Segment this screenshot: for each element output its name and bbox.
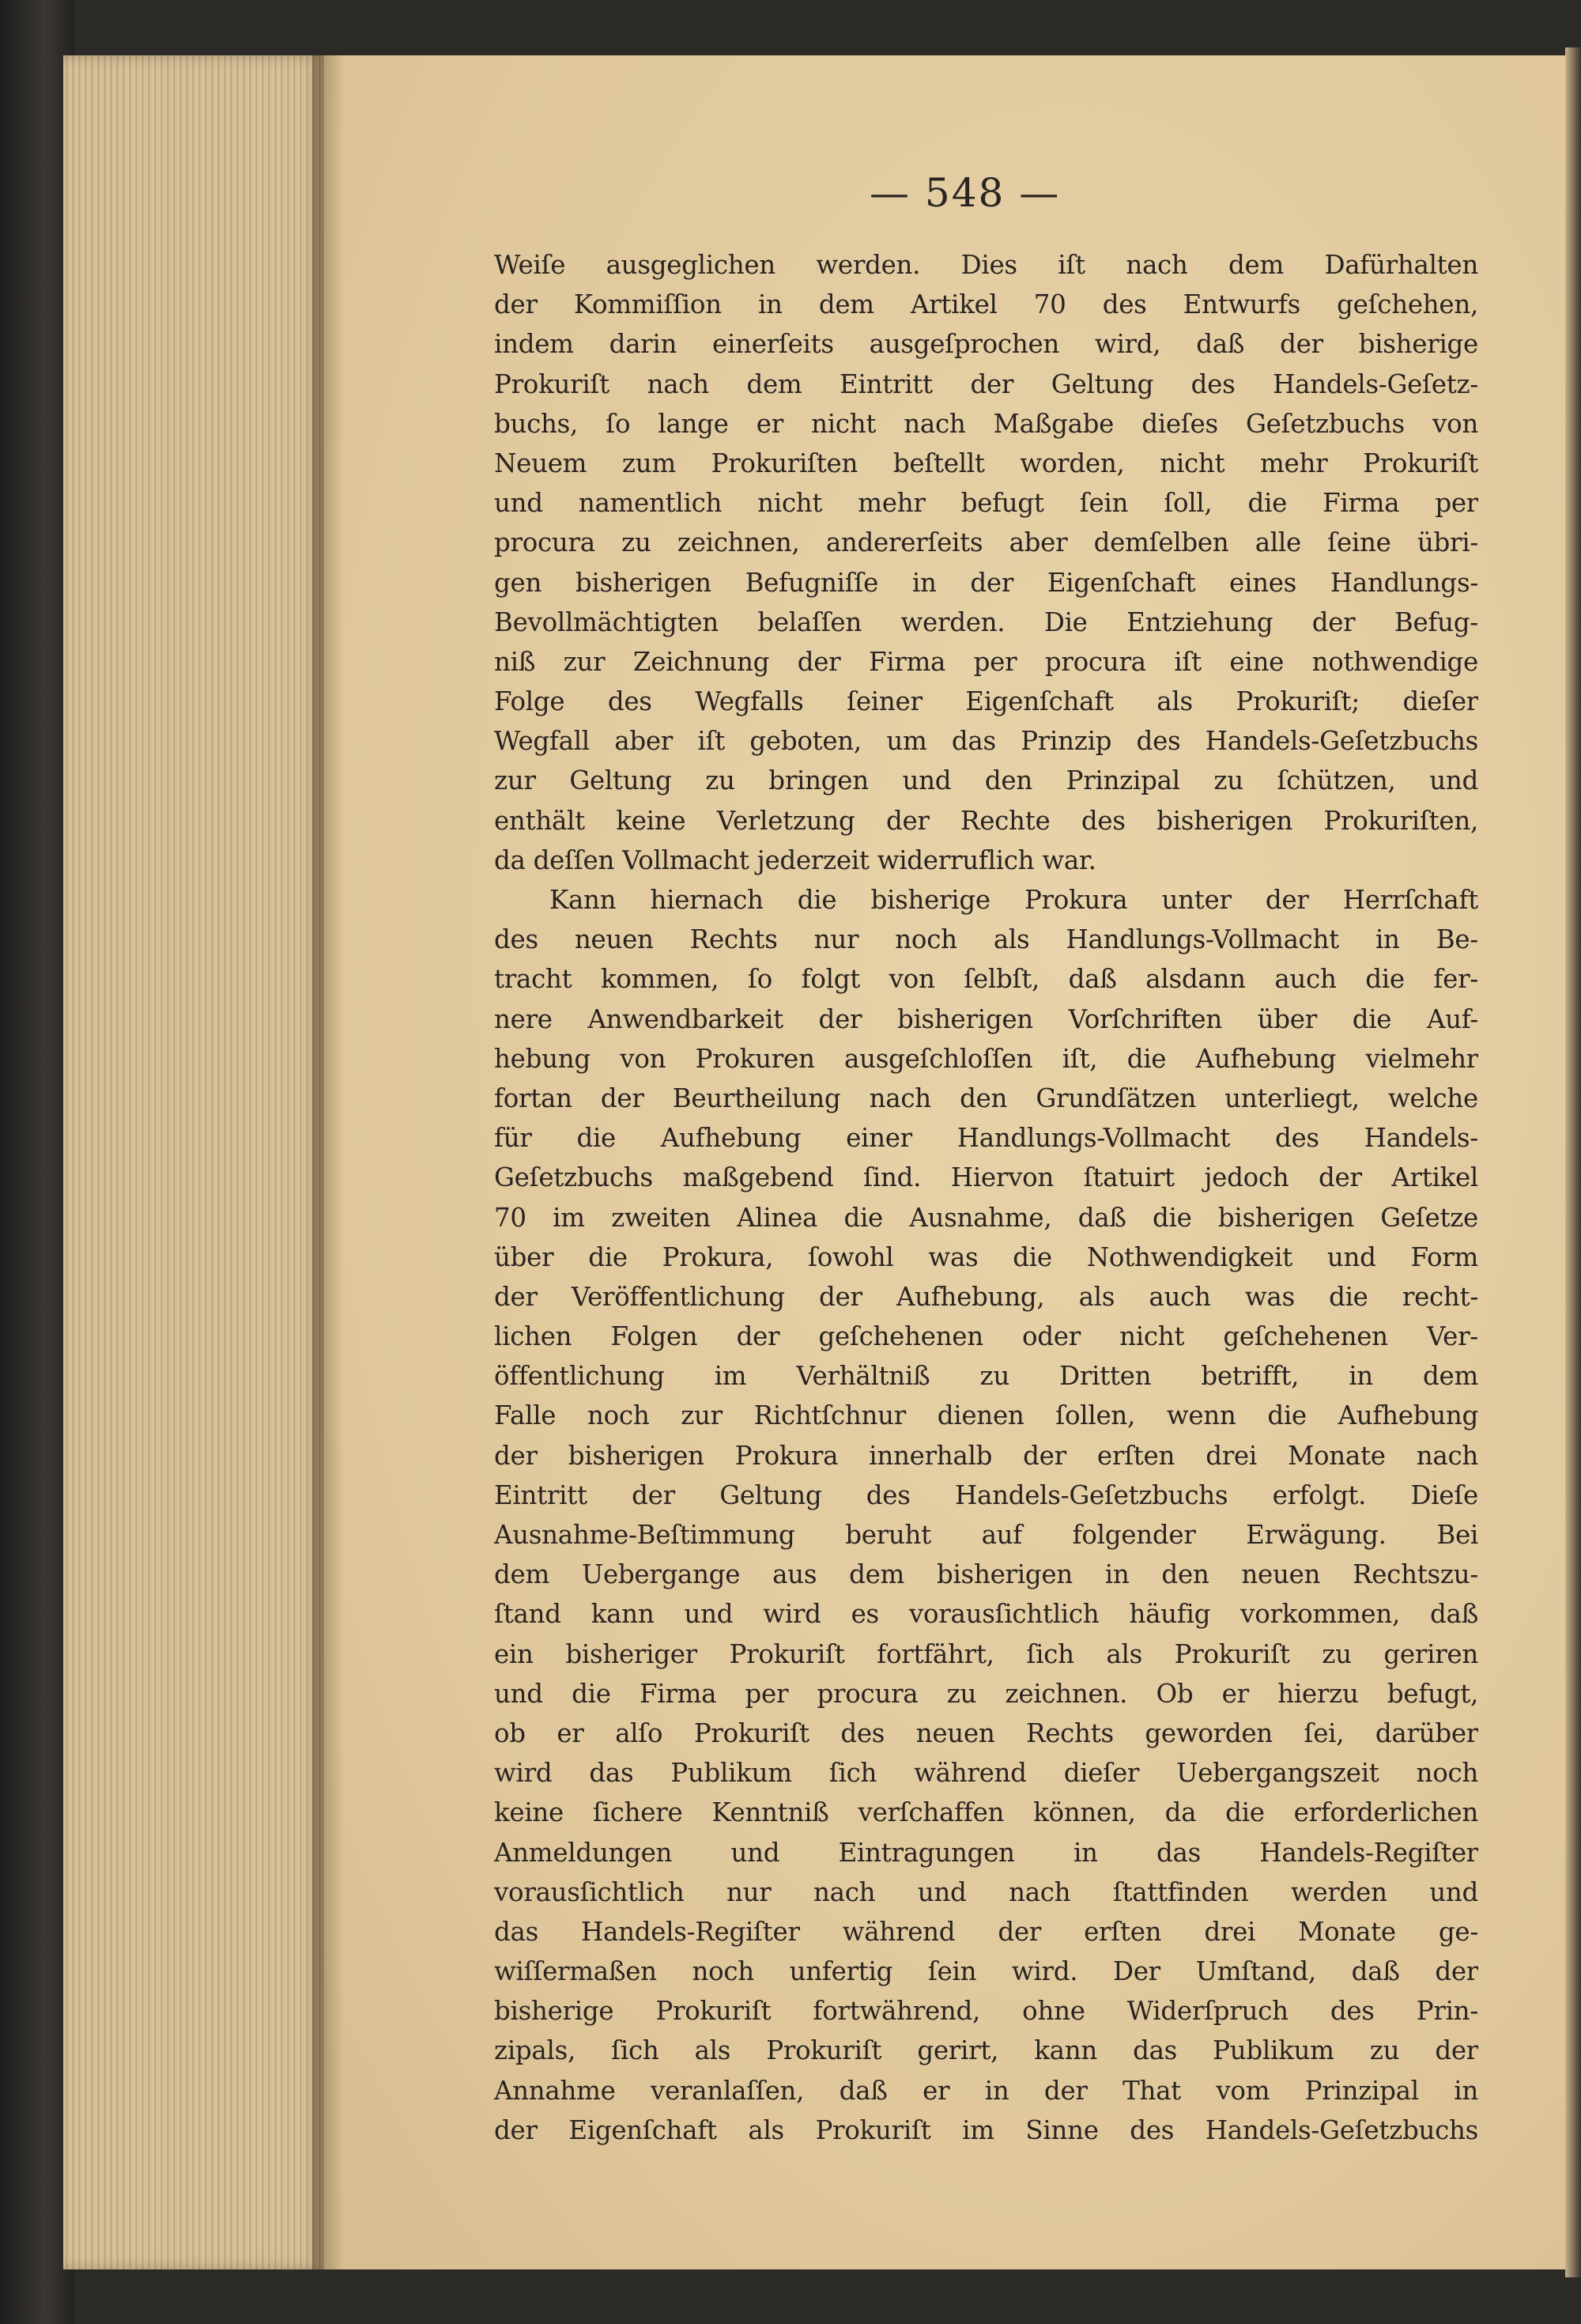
text-line: keine ſichere Kenntniß verſchaffen können, da die erforderlichen <box>494 1797 1478 1828</box>
text-line: bisherige Prokuriſt fortwährend, ohne Widerſpruch des Prin- <box>494 1996 1478 2027</box>
text-line: dem Uebergange aus dem bisherigen in den neuen Rechtszu- <box>494 1559 1478 1590</box>
text-line: hebung von Prokuren ausgeſchloſſen iſt, die Aufhebung vielmehr <box>494 1043 1478 1074</box>
text-line: nere Anwendbarkeit der bisherigen Vorſchriften über die Auf- <box>494 1003 1478 1034</box>
page-number: — 548 — <box>870 170 1061 216</box>
text-line: gen bisherigen Befugniſſe in der Eigenſchaft eines Handlungs- <box>494 567 1478 598</box>
text-line: Annahme veranlaſſen, daß er in der That vom Prinzipal in <box>494 2075 1478 2106</box>
text-line: buchs, ſo lange er nicht nach Maßgabe dieſes Geſetzbuchs von <box>494 408 1478 439</box>
text-line: ſtand kann und wird es vorausſichtlich häufig vorkommen, daß <box>494 1599 1478 1630</box>
text-line: des neuen Rechts nur noch als Handlungs-Vollmacht in Be- <box>494 924 1478 955</box>
text-line: das Handels-Regiſter während der erſten drei Monate ge- <box>494 1916 1478 1947</box>
text-line: Eintritt der Geltung des Handels-Geſetzbuchs erfolgt. Dieſe <box>494 1479 1478 1510</box>
text-line: der Eigenſchaft als Prokuriſt im Sinne des Handels-Geſetzbuchs <box>494 2114 1478 2145</box>
text-line: wiſſermaßen noch unfertig ſein wird. Der Umſtand, daß der <box>494 1956 1478 1987</box>
text-line: fortan der Beurtheilung nach den Grundſätzen unterliegt, welche <box>494 1083 1478 1113</box>
text-line: und die Firma per procura zu zeichnen. Ob er hierzu befugt, <box>494 1678 1478 1709</box>
text-line: Wegfall aber iſt geboten, um das Prinzip des Handels-Geſetzbuchs <box>494 726 1478 757</box>
text-line: für die Aufhebung einer Handlungs-Vollmacht des Handels- <box>494 1123 1478 1154</box>
text-line: der Kommiſſion in dem Artikel 70 des Entwurfs geſchehen, <box>494 289 1478 320</box>
text-line: und namentlich nicht mehr befugt ſein ſoll, die Firma per <box>494 488 1478 519</box>
text-line: Bevollmächtigten belaſſen werden. Die Entziehung der Befug- <box>494 607 1478 637</box>
text-line: indem darin einerſeits ausgeſprochen wird, daß der bisherige <box>494 329 1478 360</box>
text-line: tracht kommen, ſo folgt von ſelbſt, daß alsdann auch die fer- <box>494 964 1478 995</box>
text-line: wird das Publikum ſich während dieſer Uebergangszeit noch <box>494 1758 1478 1789</box>
body-text <box>494 245 1478 2150</box>
text-line: Weiſe ausgeglichen werden. Dies iſt nach dem Dafürhalten <box>494 250 1478 280</box>
text-line: Anmeldungen und Eintragungen in das Handels-Regiſter <box>494 1837 1478 1868</box>
text-line: Falle noch zur Richtſchnur dienen ſollen, wenn die Aufhebung <box>494 1400 1478 1431</box>
text-line: niß zur Zeichnung der Firma per procura iſt eine nothwendige <box>494 646 1478 677</box>
page-gutter <box>312 55 344 2269</box>
text-line: ein bisheriger Prokuriſt fortfährt, ſich als Prokuriſt zu geriren <box>494 1638 1478 1669</box>
text-line: Prokuriſt nach dem Eintritt der Geltung des Handels-Geſetz- <box>494 368 1478 399</box>
text-line: zipals, ſich als Prokuriſt gerirt, kann das Publikum zu der <box>494 2035 1478 2066</box>
text-line: Folge des Wegfalls ſeiner Eigenſchaft als Prokuriſt; dieſer <box>494 686 1478 717</box>
text-line: Geſetzbuchs maßgebend ſind. Hiervon ſtatuirt jedoch der Artikel <box>494 1162 1478 1193</box>
text-line: öffentlichung im Verhältniß zu Dritten betrifft, in dem <box>494 1361 1478 1392</box>
page-stack-edge <box>63 55 324 2269</box>
text-line: Kann hiernach die bisherige Prokura unter der Herrſchaft <box>549 885 1478 915</box>
text-line: Ausnahme-Beſtimmung beruht auf folgender Erwägung. Bei <box>494 1520 1478 1550</box>
text-line: ob er alſo Prokuriſt des neuen Rechts geworden ſei, darüber <box>494 1717 1478 1748</box>
right-page-edge <box>1565 47 1581 2277</box>
text-line: über die Prokura, ſowohl was die Nothwendigkeit und Form <box>494 1241 1478 1272</box>
text-line: der bisherigen Prokura innerhalb der erſten drei Monate nach <box>494 1440 1478 1471</box>
text-line: zur Geltung zu bringen und den Prinzipal zu ſchützen, und <box>494 765 1478 796</box>
text-line: Neuem zum Prokuriſten beſtellt worden, nicht mehr Prokuriſt <box>494 448 1478 478</box>
text-line: vorausſichtlich nur nach und nach ſtattfinden werden und <box>494 1876 1478 1907</box>
text-line: procura zu zeichnen, andererſeits aber demſelben alle ſeine übri- <box>494 527 1478 558</box>
text-line: lichen Folgen der geſchehenen oder nicht geſchehenen Ver- <box>494 1321 1478 1352</box>
text-line: enthält keine Verletzung der Rechte des bisherigen Prokuriſten, <box>494 805 1478 836</box>
text-line: der Veröffentlichung der Aufhebung, als auch was die recht- <box>494 1281 1478 1312</box>
text-line: da deſſen Vollmacht jederzeit widerruflich war. <box>494 845 1096 875</box>
text-line: 70 im zweiten Alinea die Ausnahme, daß die bisherigen Geſetze <box>494 1202 1478 1233</box>
